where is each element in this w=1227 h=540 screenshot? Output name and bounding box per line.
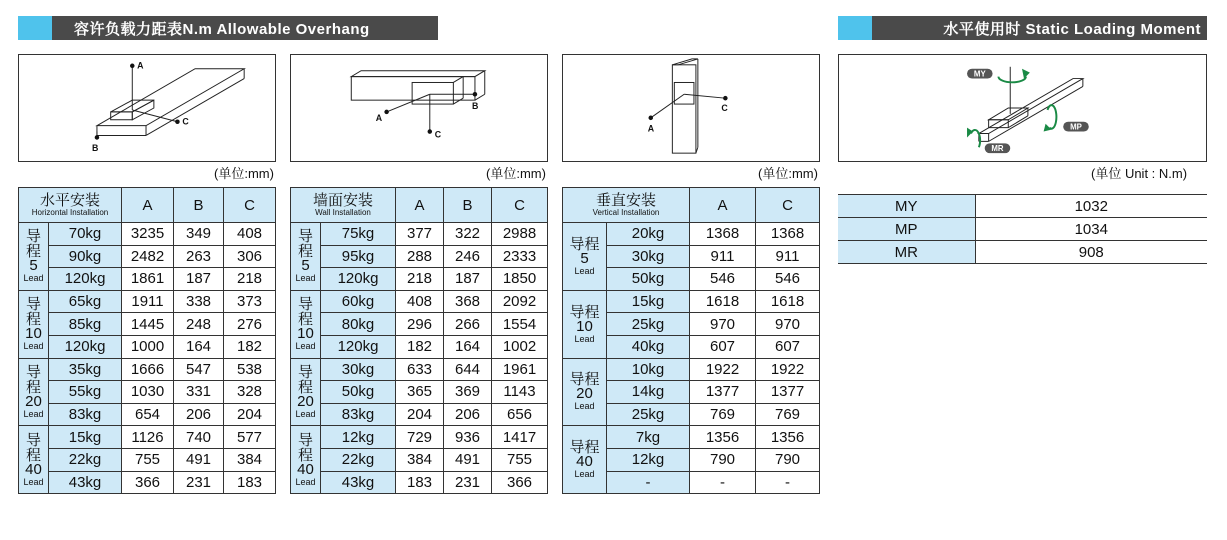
value-cell: 377 (396, 223, 444, 246)
value-cell: 769 (756, 403, 820, 426)
table-row (291, 381, 548, 404)
moment-value: 1032 (975, 195, 1207, 218)
col-c-header: C (224, 188, 276, 223)
lead-cn: 导程 (297, 431, 313, 464)
value-cell: 187 (174, 268, 224, 291)
value-cell: 755 (122, 448, 174, 471)
value-cell: 231 (174, 471, 224, 494)
header-cn: 垂直安装 (595, 191, 656, 209)
value-cell: 769 (690, 403, 756, 426)
load-weight-cell: 120kg (321, 268, 396, 291)
value-cell: 644 (444, 358, 492, 381)
label-b: B (472, 100, 479, 111)
value-cell: 546 (756, 268, 820, 291)
value-cell: 266 (444, 313, 492, 336)
value-cell: 338 (174, 290, 224, 313)
moment-name: MR (838, 241, 975, 264)
col-b-header: B (174, 188, 224, 223)
value-cell: 1377 (756, 381, 820, 404)
load-weight-cell: 80kg (321, 313, 396, 336)
value-cell: 369 (444, 381, 492, 404)
lead-cell (19, 223, 49, 291)
lead-cell (291, 358, 321, 426)
moment-row (838, 218, 1207, 241)
value-cell: 2333 (492, 245, 548, 268)
value-cell: 538 (224, 358, 276, 381)
value-cell: 1368 (756, 223, 820, 246)
lead-en: Lead (574, 265, 595, 276)
value-cell: 368 (444, 290, 492, 313)
value-cell: 164 (174, 335, 224, 358)
value-cell: 187 (444, 268, 492, 291)
label-c: C (182, 116, 189, 127)
value-cell: 547 (174, 358, 224, 381)
value-cell: 231 (444, 471, 492, 494)
load-weight-cell: 120kg (49, 335, 122, 358)
wall-actuator-figure (291, 55, 547, 161)
col-a-header: A (396, 188, 444, 223)
col-c-header: C (492, 188, 548, 223)
title-accent (18, 16, 52, 40)
table-row (19, 426, 276, 449)
lead-value: 10 (576, 317, 593, 335)
value-cell: 491 (174, 448, 224, 471)
table-row (291, 358, 548, 381)
value-cell: 204 (396, 403, 444, 426)
value-cell: 373 (224, 290, 276, 313)
value-cell: 408 (396, 290, 444, 313)
table-row (291, 335, 548, 358)
moment-title: 水平使用时 Static Loading Moment (943, 20, 1201, 38)
load-weight-cell: 15kg (49, 426, 122, 449)
value-cell: 182 (396, 335, 444, 358)
value-cell: 328 (224, 381, 276, 404)
unit-horizontal: (单位:mm) (214, 166, 274, 181)
lead-value: 20 (576, 385, 593, 403)
table-header-row (291, 188, 548, 223)
load-weight-cell: 120kg (49, 268, 122, 291)
table-row (291, 245, 548, 268)
label-b: B (92, 143, 99, 154)
value-cell: 790 (756, 448, 820, 471)
value-cell: 3235 (122, 223, 174, 246)
horizontal-actuator-figure (19, 55, 275, 161)
unit-vertical: (单位:mm) (758, 166, 818, 181)
table-row (563, 290, 820, 313)
table-body (563, 223, 820, 494)
lead-en: Lead (23, 273, 44, 284)
lead-cell (563, 290, 607, 358)
header-cn: 水平安装 (39, 191, 100, 209)
lead-cn: 导程 (297, 363, 313, 396)
value-cell: 408 (224, 223, 276, 246)
table-header-row (563, 188, 820, 223)
value-cell: 331 (174, 381, 224, 404)
value-cell: 322 (444, 223, 492, 246)
install-header (291, 188, 396, 223)
col-b-header: B (444, 188, 492, 223)
lead-en: Lead (23, 341, 44, 352)
value-cell: 607 (756, 335, 820, 358)
lead-value: 40 (576, 453, 593, 471)
value-cell: 349 (174, 223, 224, 246)
load-weight-cell: 12kg (321, 426, 396, 449)
lead-cell (291, 223, 321, 291)
table-row (291, 426, 548, 449)
value-cell: 1445 (122, 313, 174, 336)
table-row (19, 448, 276, 471)
lead-cell (19, 358, 49, 426)
install-header (563, 188, 690, 223)
header-en: Horizontal Installation (31, 207, 109, 217)
load-weight-cell: 75kg (321, 223, 396, 246)
load-weight-cell: 22kg (49, 448, 122, 471)
value-cell: 263 (174, 245, 224, 268)
load-weight-cell: 50kg (321, 381, 396, 404)
value-cell: 306 (224, 245, 276, 268)
value-cell: 384 (224, 448, 276, 471)
lead-value: 10 (25, 325, 42, 343)
value-cell: 276 (224, 313, 276, 336)
lead-cn: 导程 (297, 296, 313, 329)
moment-table (838, 194, 1207, 264)
value-cell: 1368 (690, 223, 756, 246)
value-cell: - (690, 471, 756, 494)
value-cell: 183 (224, 471, 276, 494)
value-cell: 790 (690, 448, 756, 471)
load-weight-cell: 14kg (607, 381, 690, 404)
lead-cell (291, 426, 321, 494)
overhang-title: 容许负载力距表N.m Allowable Overhang (74, 20, 370, 38)
lead-value: 5 (580, 249, 589, 267)
value-cell: 218 (224, 268, 276, 291)
lead-en: Lead (574, 401, 595, 412)
col-a-header: A (690, 188, 756, 223)
value-cell: 491 (444, 448, 492, 471)
value-cell: 183 (396, 471, 444, 494)
lead-value: 5 (301, 257, 310, 275)
value-cell: 577 (224, 426, 276, 449)
table-row (563, 358, 820, 381)
load-weight-cell: 20kg (607, 223, 690, 246)
header-en: Wall Installation (315, 207, 371, 217)
load-weight-cell: 35kg (49, 358, 122, 381)
table-row (19, 268, 276, 291)
install-header (19, 188, 122, 223)
value-cell: 204 (224, 403, 276, 426)
value-cell: 970 (756, 313, 820, 336)
value-cell: 1618 (756, 290, 820, 313)
load-weight-cell: 22kg (321, 448, 396, 471)
load-weight-cell: 12kg (607, 448, 690, 471)
horizontal-diagram (18, 54, 276, 162)
value-cell: 1356 (756, 426, 820, 449)
lead-cell (19, 426, 49, 494)
value-cell: 206 (444, 403, 492, 426)
lead-cn: 导程 (25, 228, 41, 261)
lead-en: Lead (23, 476, 44, 487)
moment-title-bar (838, 16, 1207, 40)
value-cell: 1666 (122, 358, 174, 381)
label-a: A (137, 60, 144, 71)
load-weight-cell: 65kg (49, 290, 122, 313)
table-row (19, 358, 276, 381)
value-cell: 654 (122, 403, 174, 426)
lead-en: Lead (295, 341, 316, 352)
vertical-table (562, 187, 820, 494)
value-cell: 1000 (122, 335, 174, 358)
value-cell: 1143 (492, 381, 548, 404)
value-cell: 1002 (492, 335, 548, 358)
table-row (291, 268, 548, 291)
moment-actuator-figure (839, 55, 1206, 161)
label-mr: MR (991, 144, 1004, 154)
table-row (19, 335, 276, 358)
lead-value: 20 (25, 392, 42, 410)
lead-value: 40 (25, 460, 42, 478)
moment-name: MY (838, 195, 975, 218)
value-cell: 633 (396, 358, 444, 381)
value-cell: 2092 (492, 290, 548, 313)
lead-cell (19, 290, 49, 358)
moment-row (838, 241, 1207, 264)
load-weight-cell: 55kg (49, 381, 122, 404)
vertical-actuator-figure (563, 55, 819, 161)
lead-cn: 导程 (25, 296, 41, 329)
unit-wall: (单位:mm) (486, 166, 546, 181)
value-cell: 182 (224, 335, 276, 358)
value-cell: 755 (492, 448, 548, 471)
table-row (291, 290, 548, 313)
load-weight-cell: 15kg (607, 290, 690, 313)
value-cell: 1922 (690, 358, 756, 381)
value-cell: 1911 (122, 290, 174, 313)
value-cell: 1850 (492, 268, 548, 291)
table-row (291, 471, 548, 494)
table-row (291, 223, 548, 246)
value-cell: 970 (690, 313, 756, 336)
table-row (563, 223, 820, 246)
label-c: C (434, 129, 442, 140)
value-cell: 1126 (122, 426, 174, 449)
wall-diagram (290, 54, 548, 162)
value-cell: 911 (756, 245, 820, 268)
load-weight-cell: 85kg (49, 313, 122, 336)
value-cell: 384 (396, 448, 444, 471)
header-cn: 墙面安装 (312, 191, 373, 209)
value-cell: - (756, 471, 820, 494)
table-row (19, 290, 276, 313)
value-cell: 246 (444, 245, 492, 268)
value-cell: 296 (396, 313, 444, 336)
value-cell: 218 (396, 268, 444, 291)
value-cell: 1377 (690, 381, 756, 404)
label-mp: MP (1070, 122, 1082, 132)
value-cell: 607 (690, 335, 756, 358)
value-cell: 1030 (122, 381, 174, 404)
value-cell: 288 (396, 245, 444, 268)
table-row (291, 313, 548, 336)
lead-cn: 导程 (569, 371, 600, 389)
lead-cell (563, 358, 607, 426)
lead-en: Lead (295, 408, 316, 419)
lead-en: Lead (295, 273, 316, 284)
value-cell: 366 (492, 471, 548, 494)
table-body (291, 223, 548, 494)
lead-en: Lead (23, 408, 44, 419)
value-cell: 1417 (492, 426, 548, 449)
value-cell: 911 (690, 245, 756, 268)
load-weight-cell: 120kg (321, 335, 396, 358)
value-cell: 1618 (690, 290, 756, 313)
load-weight-cell: 10kg (607, 358, 690, 381)
value-cell: 2482 (122, 245, 174, 268)
value-cell: 164 (444, 335, 492, 358)
unit-moment: (单位 Unit : N.m) (1091, 166, 1188, 181)
table-row (19, 223, 276, 246)
lead-value: 20 (297, 392, 314, 410)
moment-name: MP (838, 218, 975, 241)
table-row (19, 313, 276, 336)
lead-cell (291, 290, 321, 358)
value-cell: 1356 (690, 426, 756, 449)
load-weight-cell: 83kg (49, 403, 122, 426)
title-accent (838, 16, 872, 40)
value-cell: 1554 (492, 313, 548, 336)
overhang-title-bar (18, 16, 438, 40)
lead-en: Lead (574, 333, 595, 344)
value-cell: 546 (690, 268, 756, 291)
horizontal-table (18, 187, 276, 494)
load-weight-cell: 83kg (321, 403, 396, 426)
table-body (19, 223, 276, 494)
lead-cell (563, 426, 607, 494)
moment-diagram (838, 54, 1207, 162)
value-cell: 936 (444, 426, 492, 449)
load-weight-cell: 25kg (607, 403, 690, 426)
lead-cn: 导程 (569, 235, 600, 253)
table-row (19, 403, 276, 426)
lead-en: Lead (295, 476, 316, 487)
value-cell: 1861 (122, 268, 174, 291)
load-weight-cell: 95kg (321, 245, 396, 268)
load-weight-cell: 60kg (321, 290, 396, 313)
load-weight-cell: 70kg (49, 223, 122, 246)
lead-cn: 导程 (569, 439, 600, 457)
value-cell: 2988 (492, 223, 548, 246)
table-row (19, 245, 276, 268)
value-cell: 656 (492, 403, 548, 426)
load-weight-cell: 30kg (607, 245, 690, 268)
value-cell: 1961 (492, 358, 548, 381)
lead-cn: 导程 (25, 363, 41, 396)
lead-value: 40 (297, 460, 314, 478)
value-cell: 740 (174, 426, 224, 449)
table-header-row (19, 188, 276, 223)
table-row (291, 448, 548, 471)
value-cell: 366 (122, 471, 174, 494)
col-a-header: A (122, 188, 174, 223)
lead-cn: 导程 (569, 303, 600, 321)
lead-cn: 导程 (25, 431, 41, 464)
load-weight-cell: 7kg (607, 426, 690, 449)
load-weight-cell: - (607, 471, 690, 494)
value-cell: 1922 (756, 358, 820, 381)
moment-value: 908 (975, 241, 1207, 264)
value-cell: 248 (174, 313, 224, 336)
moment-row (838, 195, 1207, 218)
table-row (563, 426, 820, 449)
load-weight-cell: 40kg (607, 335, 690, 358)
wall-table (290, 187, 548, 494)
lead-value: 10 (297, 325, 314, 343)
label-c: C (721, 102, 728, 113)
moment-table-body (838, 195, 1207, 264)
label-my: MY (973, 69, 986, 79)
vertical-diagram (562, 54, 820, 162)
col-c-header: C (756, 188, 820, 223)
load-weight-cell: 25kg (607, 313, 690, 336)
moment-value: 1034 (975, 218, 1207, 241)
label-a: A (375, 112, 383, 123)
lead-value: 5 (29, 257, 38, 275)
load-weight-cell: 90kg (49, 245, 122, 268)
load-weight-cell: 50kg (607, 268, 690, 291)
lead-en: Lead (574, 469, 595, 480)
value-cell: 729 (396, 426, 444, 449)
table-row (19, 471, 276, 494)
load-weight-cell: 43kg (49, 471, 122, 494)
value-cell: 206 (174, 403, 224, 426)
table-row (291, 403, 548, 426)
load-weight-cell: 30kg (321, 358, 396, 381)
load-weight-cell: 43kg (321, 471, 396, 494)
value-cell: 365 (396, 381, 444, 404)
table-row (19, 381, 276, 404)
label-a: A (647, 123, 655, 134)
header-en: Vertical Installation (592, 207, 660, 217)
lead-cn: 导程 (297, 228, 313, 261)
lead-cell (563, 223, 607, 291)
